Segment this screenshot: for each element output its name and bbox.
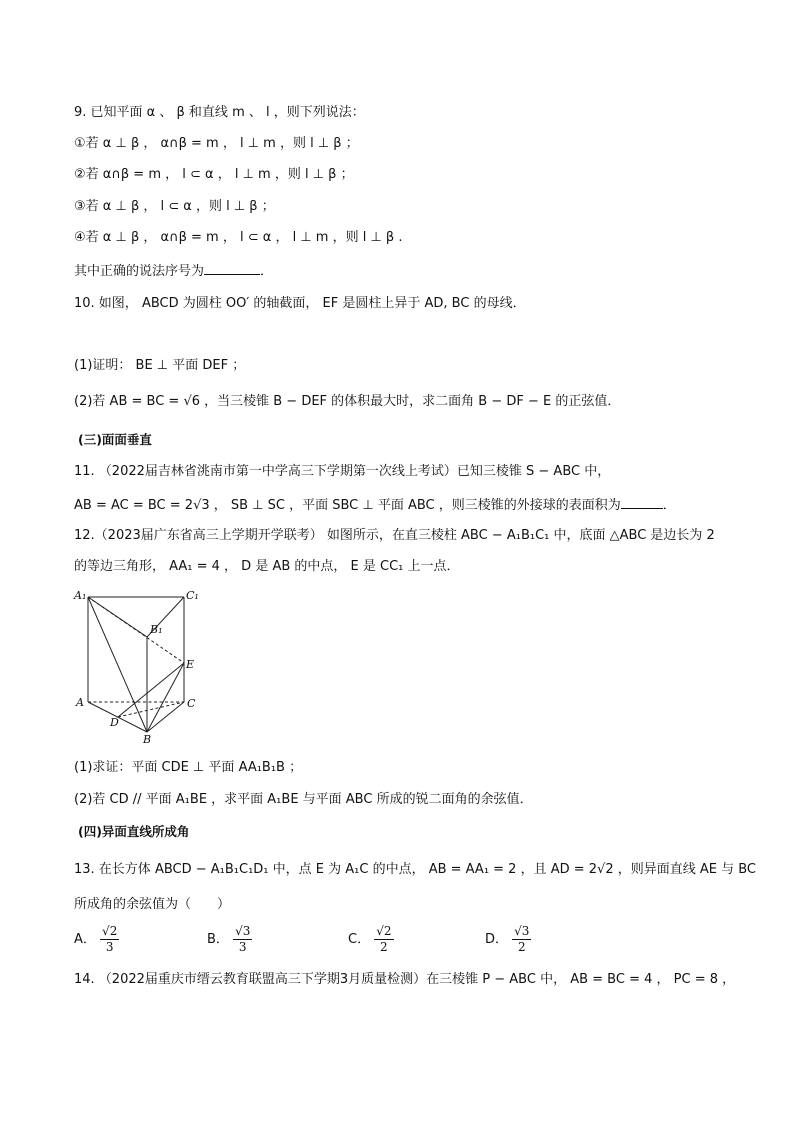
- option-d-letter: D．: [485, 932, 509, 947]
- q14-line-1: 14. （2022届重庆市缙云教育联盟高三下学期3月质量检测）在三棱锥 P − ABC 中， AB = BC = 4 ， PC = 8 ，: [74, 972, 736, 987]
- q9-statement-2: ②若 α∩β = m ， l ⊂ α ， l ⊥ m ，则 l ⊥ β ；: [74, 167, 354, 182]
- q12-line-1: 12.（2023届广东省高三上学期开学联考） 如图所示，在直三棱柱 ABC − A₁B₁C₁ 中，底面 △ABC 是边长为 2: [74, 528, 715, 543]
- label-C1: C₁: [186, 589, 199, 602]
- q11-line-1: 11. （2022届吉林省洮南市第一中学高三下学期第一次线上考试）已知三棱锥 S − ABC 中，: [74, 464, 611, 479]
- q9-statement-3: ③若 α ⊥ β ， l ⊂ α ，则 l ⊥ β ；: [74, 199, 275, 214]
- option-d-denominator: 2: [517, 940, 526, 954]
- option-a-fraction: [100, 924, 119, 955]
- q11-line-2: [74, 494, 676, 516]
- q10-part-1: (1)证明： BE ⊥ 平面 DEF ；: [74, 358, 246, 373]
- option-b-letter: B．: [207, 932, 229, 947]
- q9-question-text: 其中正确的说法序号为: [74, 264, 205, 279]
- option-b-denominator: 3: [238, 940, 247, 954]
- label-D: D: [110, 716, 119, 729]
- q9-stem: 9. 已知平面 α 、 β 和直线 m 、 l ，则下列说法：: [74, 105, 365, 120]
- q10-stem: 10. 如图， ABCD 为圆柱 OO′ 的轴截面， EF 是圆柱上异于 AD, BC 的母线．: [74, 296, 526, 311]
- label-A1: A₁: [74, 589, 87, 602]
- option-c-numerator: √2: [376, 924, 392, 938]
- q12-line-2: 的等边三角形， AA₁ = 4 ， D 是 AB 的中点， E 是 CC₁ 上一点．: [74, 559, 460, 574]
- q9-statement-1: ①若 α ⊥ β ， α∩β = m ， l ⊥ m ，则 l ⊥ β ；: [74, 136, 359, 151]
- option-a-letter: A．: [74, 932, 96, 947]
- option-b-numerator: √3: [235, 924, 251, 938]
- label-B1: B₁: [150, 623, 163, 636]
- option-b-fraction: [233, 924, 252, 955]
- option-d-numerator: √3: [514, 924, 530, 938]
- q13-option-d[interactable]: [485, 924, 531, 955]
- label-E: E: [186, 658, 195, 671]
- q12-part-2: (2)若 CD // 平面 A₁BE ，求平面 A₁BE 与平面 ABC 所成的锐二面角的余弦值．: [74, 792, 533, 807]
- q11-line-2-end: ．: [662, 498, 676, 513]
- section-heading-3: (三)面面垂直: [78, 432, 152, 447]
- q13-option-b[interactable]: [207, 924, 252, 955]
- label-C: C: [187, 697, 196, 710]
- option-c-denominator: 2: [380, 940, 388, 954]
- prism-figure: [70, 585, 210, 745]
- q10-part-2: (2)若 AB = BC = √6 ，当三棱锥 B − DEF 的体积最大时，求二面角 B − DF − E 的正弦值．: [74, 394, 621, 409]
- q11-answer-blank[interactable]: [621, 494, 663, 509]
- section-heading-4: (四)异面直线所成角: [78, 824, 190, 839]
- q13-option-c[interactable]: [348, 924, 394, 955]
- option-c-fraction: [374, 924, 393, 955]
- label-B: B: [143, 733, 152, 745]
- q13-line-1: 13. 在长方体 ABCD − A₁B₁C₁D₁ 中，点 E 为 A₁C 的中点， AB = AA₁ = 2 ，且 AD = 2√2 ，则异面直线 AE 与 BC: [74, 862, 757, 877]
- q13-option-a[interactable]: [74, 924, 119, 955]
- q13-line-2: 所成角的余弦值为（ ）: [74, 897, 231, 912]
- option-c-letter: C．: [348, 932, 371, 947]
- q9-statement-4: ④若 α ⊥ β ， α∩β = m ， l ⊂ α ， l ⊥ m ，则 l ⊥ β .: [74, 230, 403, 245]
- q9-question: [74, 260, 273, 282]
- option-a-numerator: √2: [102, 924, 118, 938]
- q9-answer-blank[interactable]: [204, 260, 260, 275]
- q9-question-end: ．: [260, 264, 274, 279]
- q11-line-2-text: AB = AC = BC = 2√3 ， SB ⊥ SC ，平面 SBC ⊥ 平面 ABC ，则三棱锥的外接球的表面积为: [74, 498, 621, 513]
- option-a-denominator: 3: [105, 940, 114, 954]
- option-d-fraction: [512, 924, 531, 955]
- q12-part-1: (1)求证：平面 CDE ⊥ 平面 AA₁B₁B ；: [74, 760, 303, 775]
- label-A: A: [76, 696, 84, 709]
